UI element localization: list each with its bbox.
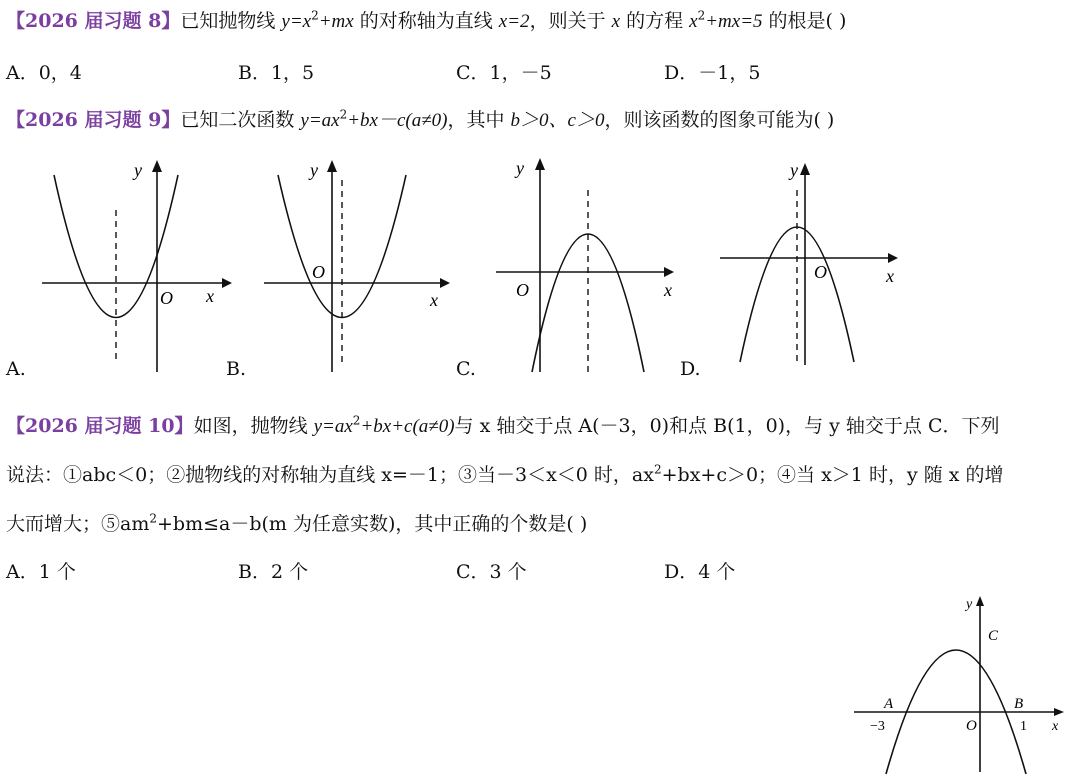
q10-fig-neg3: −3 xyxy=(870,719,885,734)
q10-line3-tail: +bm≤a－b(m 为任意实数)，其中正确的个数是( ) xyxy=(157,513,588,535)
q9-stem xyxy=(6,105,834,132)
q10-fig-c: C xyxy=(988,628,999,644)
graph-d-origin: O xyxy=(814,262,827,282)
q10-fig-y: y xyxy=(966,597,973,612)
q8-option-b: B．1，5 xyxy=(238,62,315,84)
graph-a-origin: O xyxy=(160,288,173,308)
q8-var-x: x xyxy=(611,11,621,32)
q10-option-a: A．1 个 xyxy=(6,561,76,583)
graph-b-x-label: x xyxy=(430,290,438,310)
graph-b xyxy=(262,150,452,380)
q10-fig-o: O xyxy=(966,718,977,734)
q10-fig-x: x xyxy=(1052,719,1059,734)
graph-a-x-label: x xyxy=(206,286,214,306)
q9-text-c: ，则该函数的图象可能为( ) xyxy=(604,109,835,131)
graph-c-origin: O xyxy=(516,280,529,300)
q10-line1-b: 与 x 轴交于点 A(－3，0)和点 B(1，0)，与 y 轴交于点 C．下列 xyxy=(454,415,1000,437)
q8-eq1-tail: +mx xyxy=(318,11,354,32)
q10-eq1: y=ax xyxy=(313,416,353,437)
q9-text-b: ，其中 xyxy=(447,109,511,131)
q9-option-d: D. xyxy=(680,358,701,380)
q10-option-d: D．4 个 xyxy=(664,561,736,583)
graph-c xyxy=(494,150,684,380)
graph-d-x-label: x xyxy=(886,266,894,286)
q10-line2: 说法：①abc＜0；②抛物线的对称轴为直线 x=－1；③当－3＜x＜0 时，ax xyxy=(6,464,654,486)
q10-eq1-tail: +bx+c(a≠0) xyxy=(360,416,455,437)
q10-line3: 大而增大；⑤am xyxy=(6,513,150,535)
graph-d-y-label: y xyxy=(790,160,798,180)
q9-cond: b＞0、c＞0 xyxy=(510,110,605,131)
graph-a-y-label: y xyxy=(134,160,142,180)
q8-option-c: C．1，－5 xyxy=(456,62,552,84)
q10-stem-line-1 xyxy=(6,411,999,438)
q9-eq1: y=ax xyxy=(300,110,340,131)
q8-text-c: ，则关于 xyxy=(529,10,612,32)
q10-option-b: B．2 个 xyxy=(238,561,309,583)
q10-line1-a: 如图，抛物线 xyxy=(193,415,314,437)
q9-text-a: 已知二次函数 xyxy=(180,109,301,131)
q9-option-c: C. xyxy=(456,358,476,380)
q10-option-c: C．3 个 xyxy=(456,561,527,583)
q9-option-b: B. xyxy=(226,358,247,380)
q8-stem xyxy=(6,6,846,33)
q10-line2-tail: +bx+c＞0；④当 x＞1 时，y 随 x 的增 xyxy=(661,464,1004,486)
q10-tag: 【2026 届习题 10】 xyxy=(6,415,194,437)
q8-text-a: 已知抛物线 xyxy=(180,10,282,32)
graph-d xyxy=(718,150,908,380)
q9-option-a: A. xyxy=(6,358,26,380)
q8-text-d: 的方程 xyxy=(620,10,690,32)
q10-fig-a: A xyxy=(884,696,894,712)
q9-tag: 【2026 届习题 9】 xyxy=(6,109,181,131)
q8-eq3-tail: +mx=5 xyxy=(705,11,763,32)
graph-c-y-label: y xyxy=(516,158,524,178)
q10-sup: 2 xyxy=(352,413,361,428)
graph-b-origin: O xyxy=(312,262,325,282)
q8-option-a: A．0，4 xyxy=(6,62,82,84)
q8-text-b: 的对称轴为直线 xyxy=(353,10,499,32)
q8-text-e: 的根是( ) xyxy=(762,10,847,32)
q8-eq3: x xyxy=(689,11,698,32)
q10-fig-b: B xyxy=(1014,696,1024,712)
q9-eq1-tail: +bx－c(a≠0) xyxy=(347,110,448,131)
q10-sup-2: 2 xyxy=(653,462,662,477)
q9-sup: 2 xyxy=(339,107,348,122)
graph-b-y-label: y xyxy=(310,160,318,180)
q8-sup-2: 2 xyxy=(697,8,706,23)
graph-a xyxy=(40,150,230,380)
q10-sup-3: 2 xyxy=(149,511,157,526)
graph-c-x-label: x xyxy=(664,280,672,300)
q8-eq2: x=2 xyxy=(498,11,530,32)
q8-tag: 【2026 届习题 8】 xyxy=(6,10,181,32)
q8-sup: 2 xyxy=(311,8,319,23)
q10-stem-line-3 xyxy=(6,509,587,536)
q8-eq1: y=x xyxy=(281,11,312,32)
q10-figure xyxy=(848,592,1068,778)
q10-stem-line-2 xyxy=(6,460,1004,487)
q10-fig-one: 1 xyxy=(1020,719,1027,734)
q8-option-d: D．－1，5 xyxy=(664,62,761,84)
